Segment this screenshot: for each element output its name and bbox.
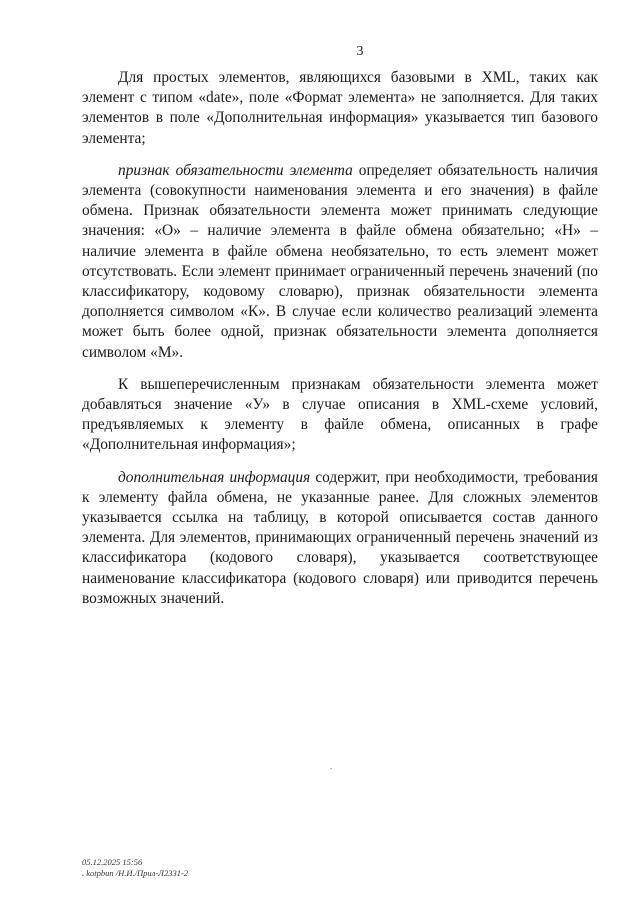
- paragraph-text: определяет обязательность наличия элемента (совокупности наименования элемента и его значения) в файле обмена. Признак обязательности элемента может принимать следующие значения: «О» – наличие элемента в файле обмена обязательно; «Н» – наличие элемента в файле обмена необязательно, то есть элемент может отсутствовать. Если элемент принимает ограниченный перечень значений (по классификатору, кодовому словарю), признак обязательности элемента дополняется символом «К». В случае если количество реализаций элемента может быть более одной, признак обязательности элемента дополняется символом «М».: [82, 161, 598, 361]
- paragraph-additional-flag: [82, 375, 598, 456]
- paragraph-mandatory-flag: [82, 161, 598, 363]
- paragraph-base-elements: [82, 68, 598, 149]
- paragraph-text: Для простых элементов, являющихся базовыми в XML, таких как элемент с типом «date», поле «Формат элемента» не заполняется. Для таких элементов в поле «Дополнительная информация» указывается тип базового элемента;: [82, 69, 598, 147]
- page-number: 3: [356, 44, 364, 59]
- footer-timestamp: 05.12.2025 15:56: [82, 857, 143, 867]
- paragraph-additional-info: [82, 468, 598, 609]
- scan-speck: [330, 768, 332, 769]
- paragraph-lead: признак обязательности элемента: [118, 161, 353, 179]
- footer-stamp: [82, 857, 188, 879]
- footer-doc-ref: . kotpbun /Н.И./Прил-Л2331-2: [82, 868, 189, 878]
- paragraph-text: К вышеперечисленным признакам обязательности элемента может добавляться значение «У» в случае описания в XML-схеме условий, предъявляемых к элементу в файле обмена, описанных в графе «Дополнительная информация»;: [82, 375, 598, 454]
- paragraph-text: содержит, при необходимости, требования к элементу файла обмена, не указанные ранее. Для сложных элементов указывается ссылка на таблицу, в которой описывается состав данного элемента. Для элементов, принимающих ограниченный перечень значений из классификатора (кодового словаря), указывается соответствующее наименование классификатора (кодового словаря) или приводится перечень возможных значений.: [82, 468, 598, 607]
- body-text: [82, 68, 598, 621]
- paragraph-lead: дополнительная информация: [118, 468, 311, 486]
